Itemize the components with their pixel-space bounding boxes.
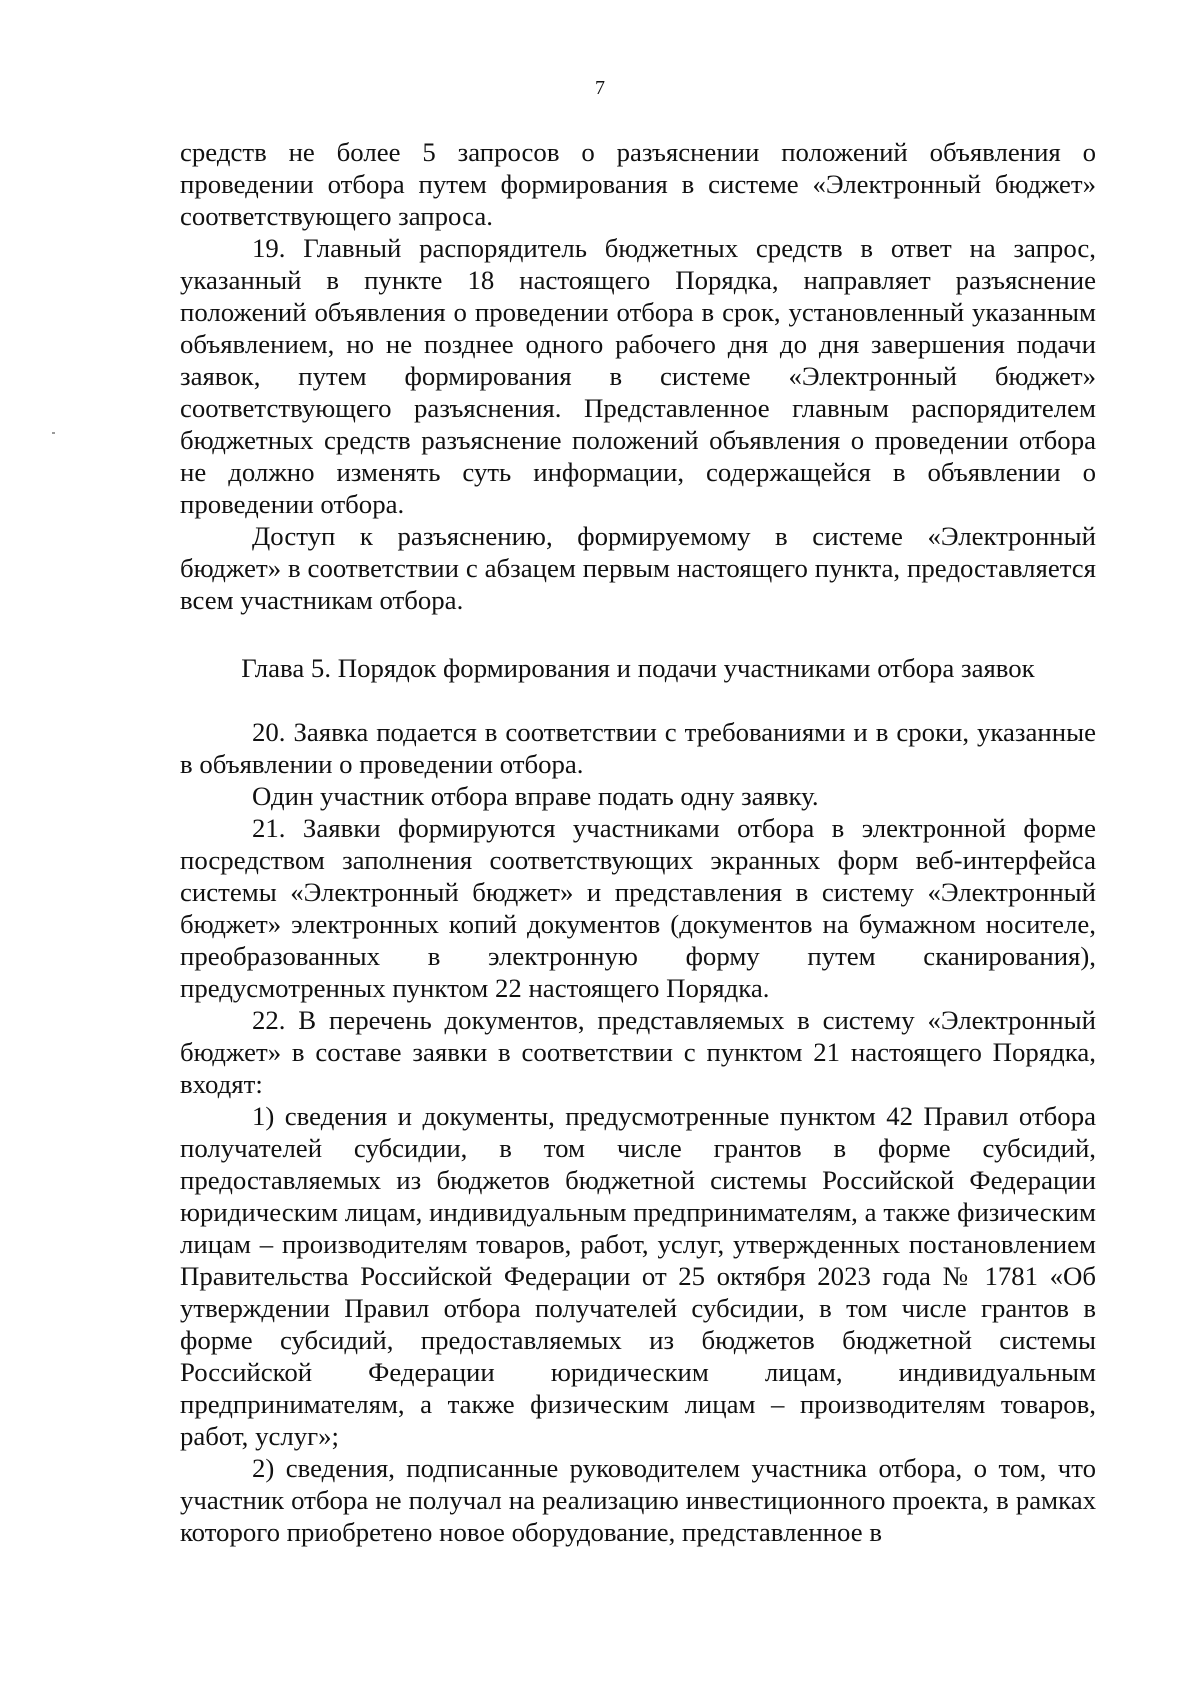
paragraph-one-application: Один участник отбора вправе подать одну заявку. xyxy=(252,781,819,811)
paragraph-item-20: 20. Заявка подается в соответствии с требованиями и в сроки, указанные в объявлении о проведении отбора. xyxy=(180,717,1096,779)
paragraph-continuation: средств не более 5 запросов о разъяснении положений объявления о проведении отбора путем формирования в системе «Электронный бюджет» соответствующего запроса. xyxy=(180,137,1096,231)
paragraph-subitem-2: 2) сведения, подписанные руководителем участника отбора, о том, что участник отбора не получал на реализацию инвестиционного проекта, в рамках которого приобретено новое оборудование, представленное в xyxy=(180,1453,1096,1547)
paragraph-item-21: 21. Заявки формируются участниками отбора в электронной форме посредством заполнения соответствующих экранных форм веб-интерфейса системы «Электронный бюджет» и представления в систему «Электронный бюджет» электронных копий документов (документов на бумажном носителе, преобразованных в электронную форму путем сканирования), предусмотренных пунктом 22 настоящего Порядка. xyxy=(180,813,1096,1003)
chapter-heading: Глава 5. Порядок формирования и подачи участниками отбора заявок xyxy=(241,653,1035,683)
paragraph-item-19: 19. Главный распорядитель бюджетных средств в ответ на запрос, указанный в пункте 18 настоящего Порядка, направляет разъяснение положений объявления о проведении отбора в срок, установленный указанным объявлением, но не позднее одного рабочего дня до дня завершения подачи заявок, путем формирования в системе «Электронный бюджет» соответствующего разъяснения. Представленное главным распорядителем бюджетных средств разъяснение положений объявления о проведении отбора не должно изменять суть информации, содержащейся в объявлении о проведении отбора. xyxy=(180,233,1096,519)
page-number: 7 xyxy=(595,77,605,99)
document-body xyxy=(180,136,1096,1548)
paragraph-access-clarification: Доступ к разъяснению, формируемому в системе «Электронный бюджет» в соответствии с абзацем первым настоящего пункта, предоставляется всем участникам отбора. xyxy=(180,521,1096,615)
paragraph-item-22: 22. В перечень документов, представляемых в систему «Электронный бюджет» в составе заявки в соответствии с пунктом 21 настоящего Порядка, входят: xyxy=(180,1005,1096,1099)
paragraph-subitem-1: 1) сведения и документы, предусмотренные пунктом 42 Правил отбора получателей субсидии, в том числе грантов в форме субсидий, предоставляемых из бюджетов бюджетной системы Российской Федерации юридическим лицам, индивидуальным предпринимателям, а также физическим лицам – производителям товаров, работ, услуг, утвержденных постановлением Правительства Российской Федерации от 25 октября 2023 года № 1781 «Об утверждении Правил отбора получателей субсидии, в том числе грантов в форме субсидий, предоставляемых из бюджетов бюджетной системы Российской Федерации юридическим лицам, индивидуальным предпринимателям, а также физическим лицам – производителям товаров, работ, услуг»; xyxy=(180,1101,1096,1451)
margin-mark xyxy=(52,432,55,434)
